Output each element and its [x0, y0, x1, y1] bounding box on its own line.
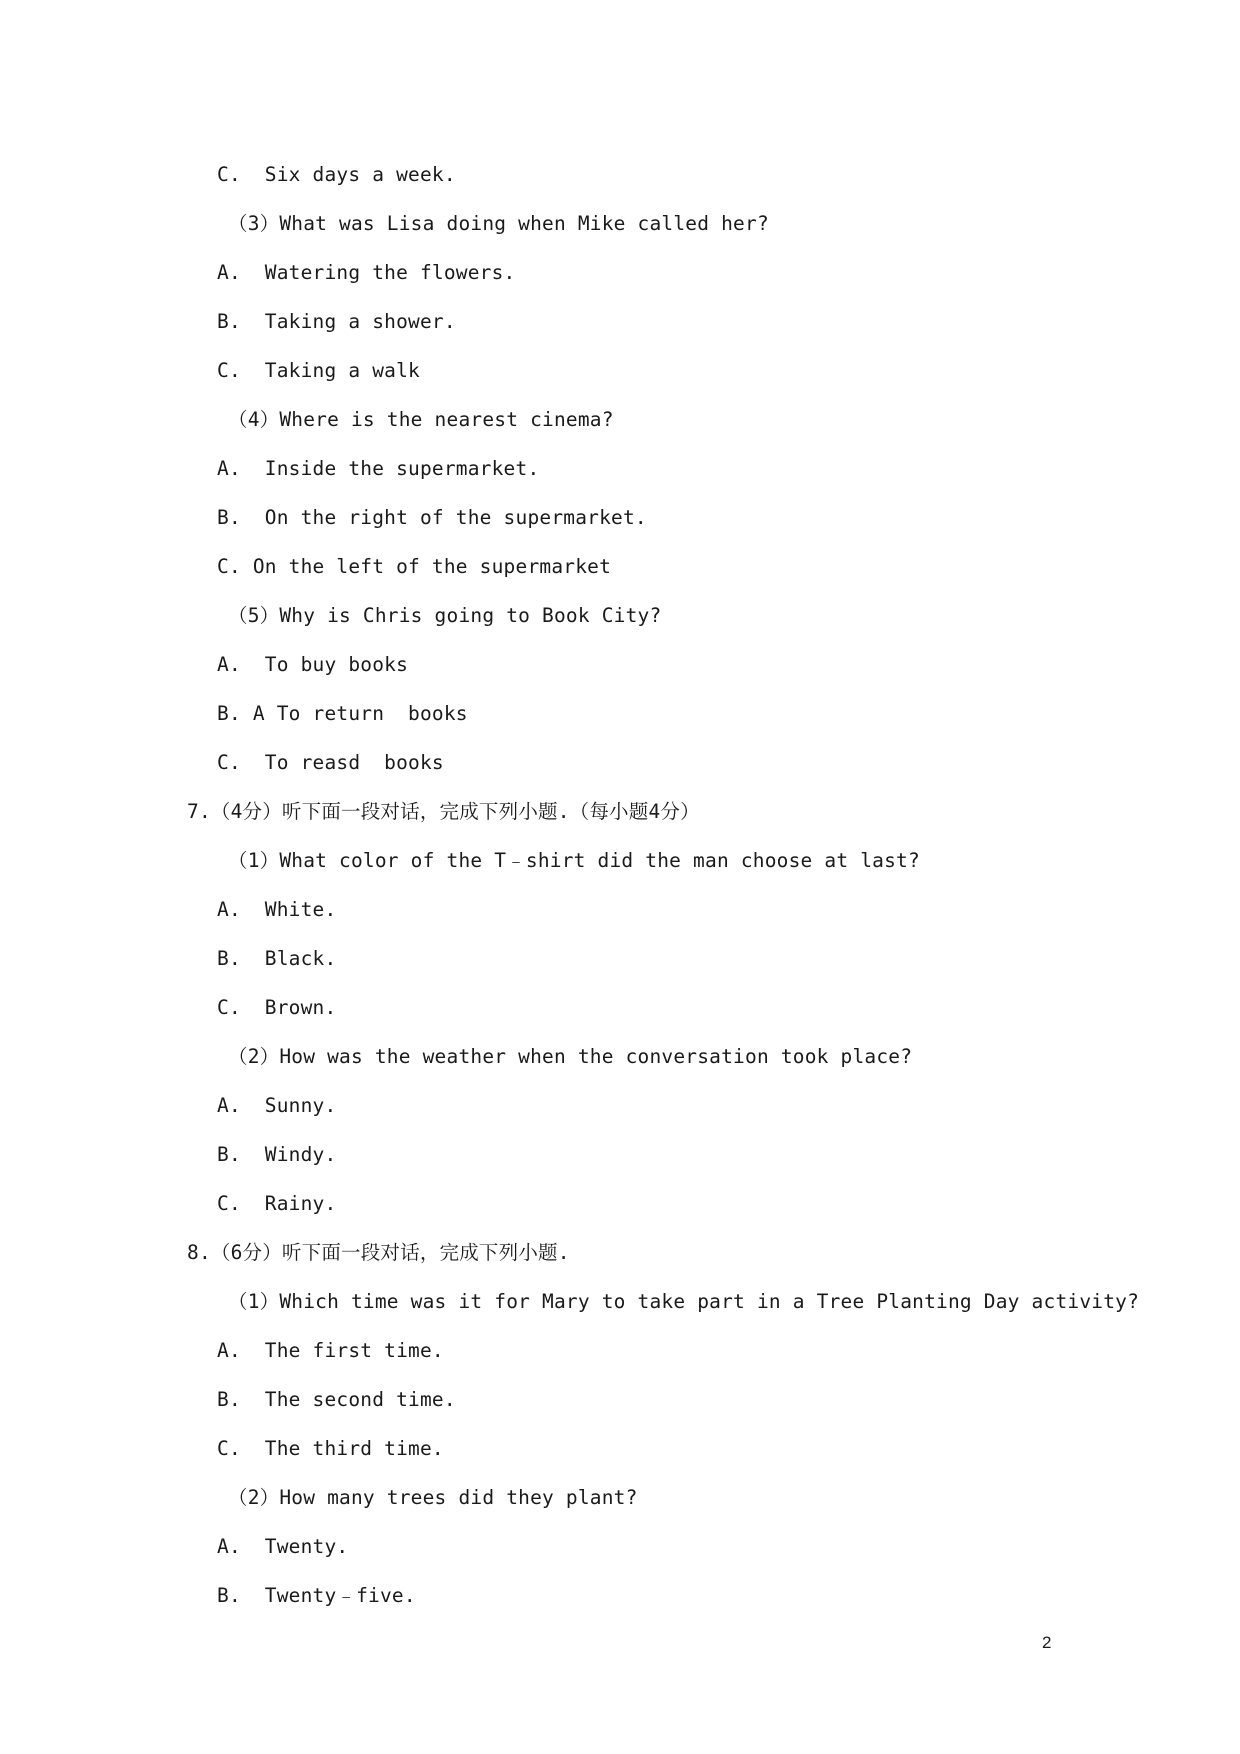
answer-option: B. The second time. [217, 1388, 456, 1411]
answer-option: C. Six days a week. [217, 163, 456, 186]
answer-option: B. Twenty﹣five. [217, 1584, 416, 1607]
answer-option: C. Rainy. [217, 1192, 337, 1215]
question-prompt: （2）How was the weather when the conversation took place? [228, 1045, 913, 1068]
answer-option: A. Inside the supermarket. [217, 457, 540, 480]
question-prompt: （4）Where is the nearest cinema? [228, 408, 614, 431]
answer-option: C. On the left of the supermarket [217, 555, 612, 578]
question-prompt: （1）What color of the T﹣shirt did the man choose at last? [228, 849, 920, 872]
answer-option: B. A To return books [217, 702, 468, 725]
section-heading: 7.（4分）听下面一段对话，完成下列小题.（每小题4分） [187, 800, 700, 823]
answer-option: A. To buy books [217, 653, 409, 676]
answer-option: A. Sunny. [217, 1094, 337, 1117]
answer-option: C. The third time. [217, 1437, 444, 1460]
answer-option: C. Taking a walk [217, 359, 420, 382]
answer-option: B. On the right of the supermarket. [217, 506, 647, 529]
question-prompt: （3）What was Lisa doing when Mike called her? [228, 212, 769, 235]
question-prompt: （5）Why is Chris going to Book City? [228, 604, 662, 627]
answer-option: A. The first time. [217, 1339, 444, 1362]
page-number: 2 [1042, 1633, 1052, 1652]
question-prompt: （2）How many trees did they plant? [228, 1486, 638, 1509]
section-heading: 8.（6分）听下面一段对话，完成下列小题. [187, 1241, 570, 1264]
answer-option: B. Taking a shower. [217, 310, 456, 333]
answer-option: A. White. [217, 898, 337, 921]
answer-option: B. Black. [217, 947, 337, 970]
answer-option: A. Watering the flowers. [217, 261, 516, 284]
answer-option: C. To reasd books [217, 751, 444, 774]
question-prompt: （1）Which time was it for Mary to take part in a Tree Planting Day activity? [228, 1290, 1140, 1313]
answer-option: B. Windy. [217, 1143, 337, 1166]
answer-option: C. Brown. [217, 996, 337, 1019]
answer-option: A. Twenty. [217, 1535, 349, 1558]
